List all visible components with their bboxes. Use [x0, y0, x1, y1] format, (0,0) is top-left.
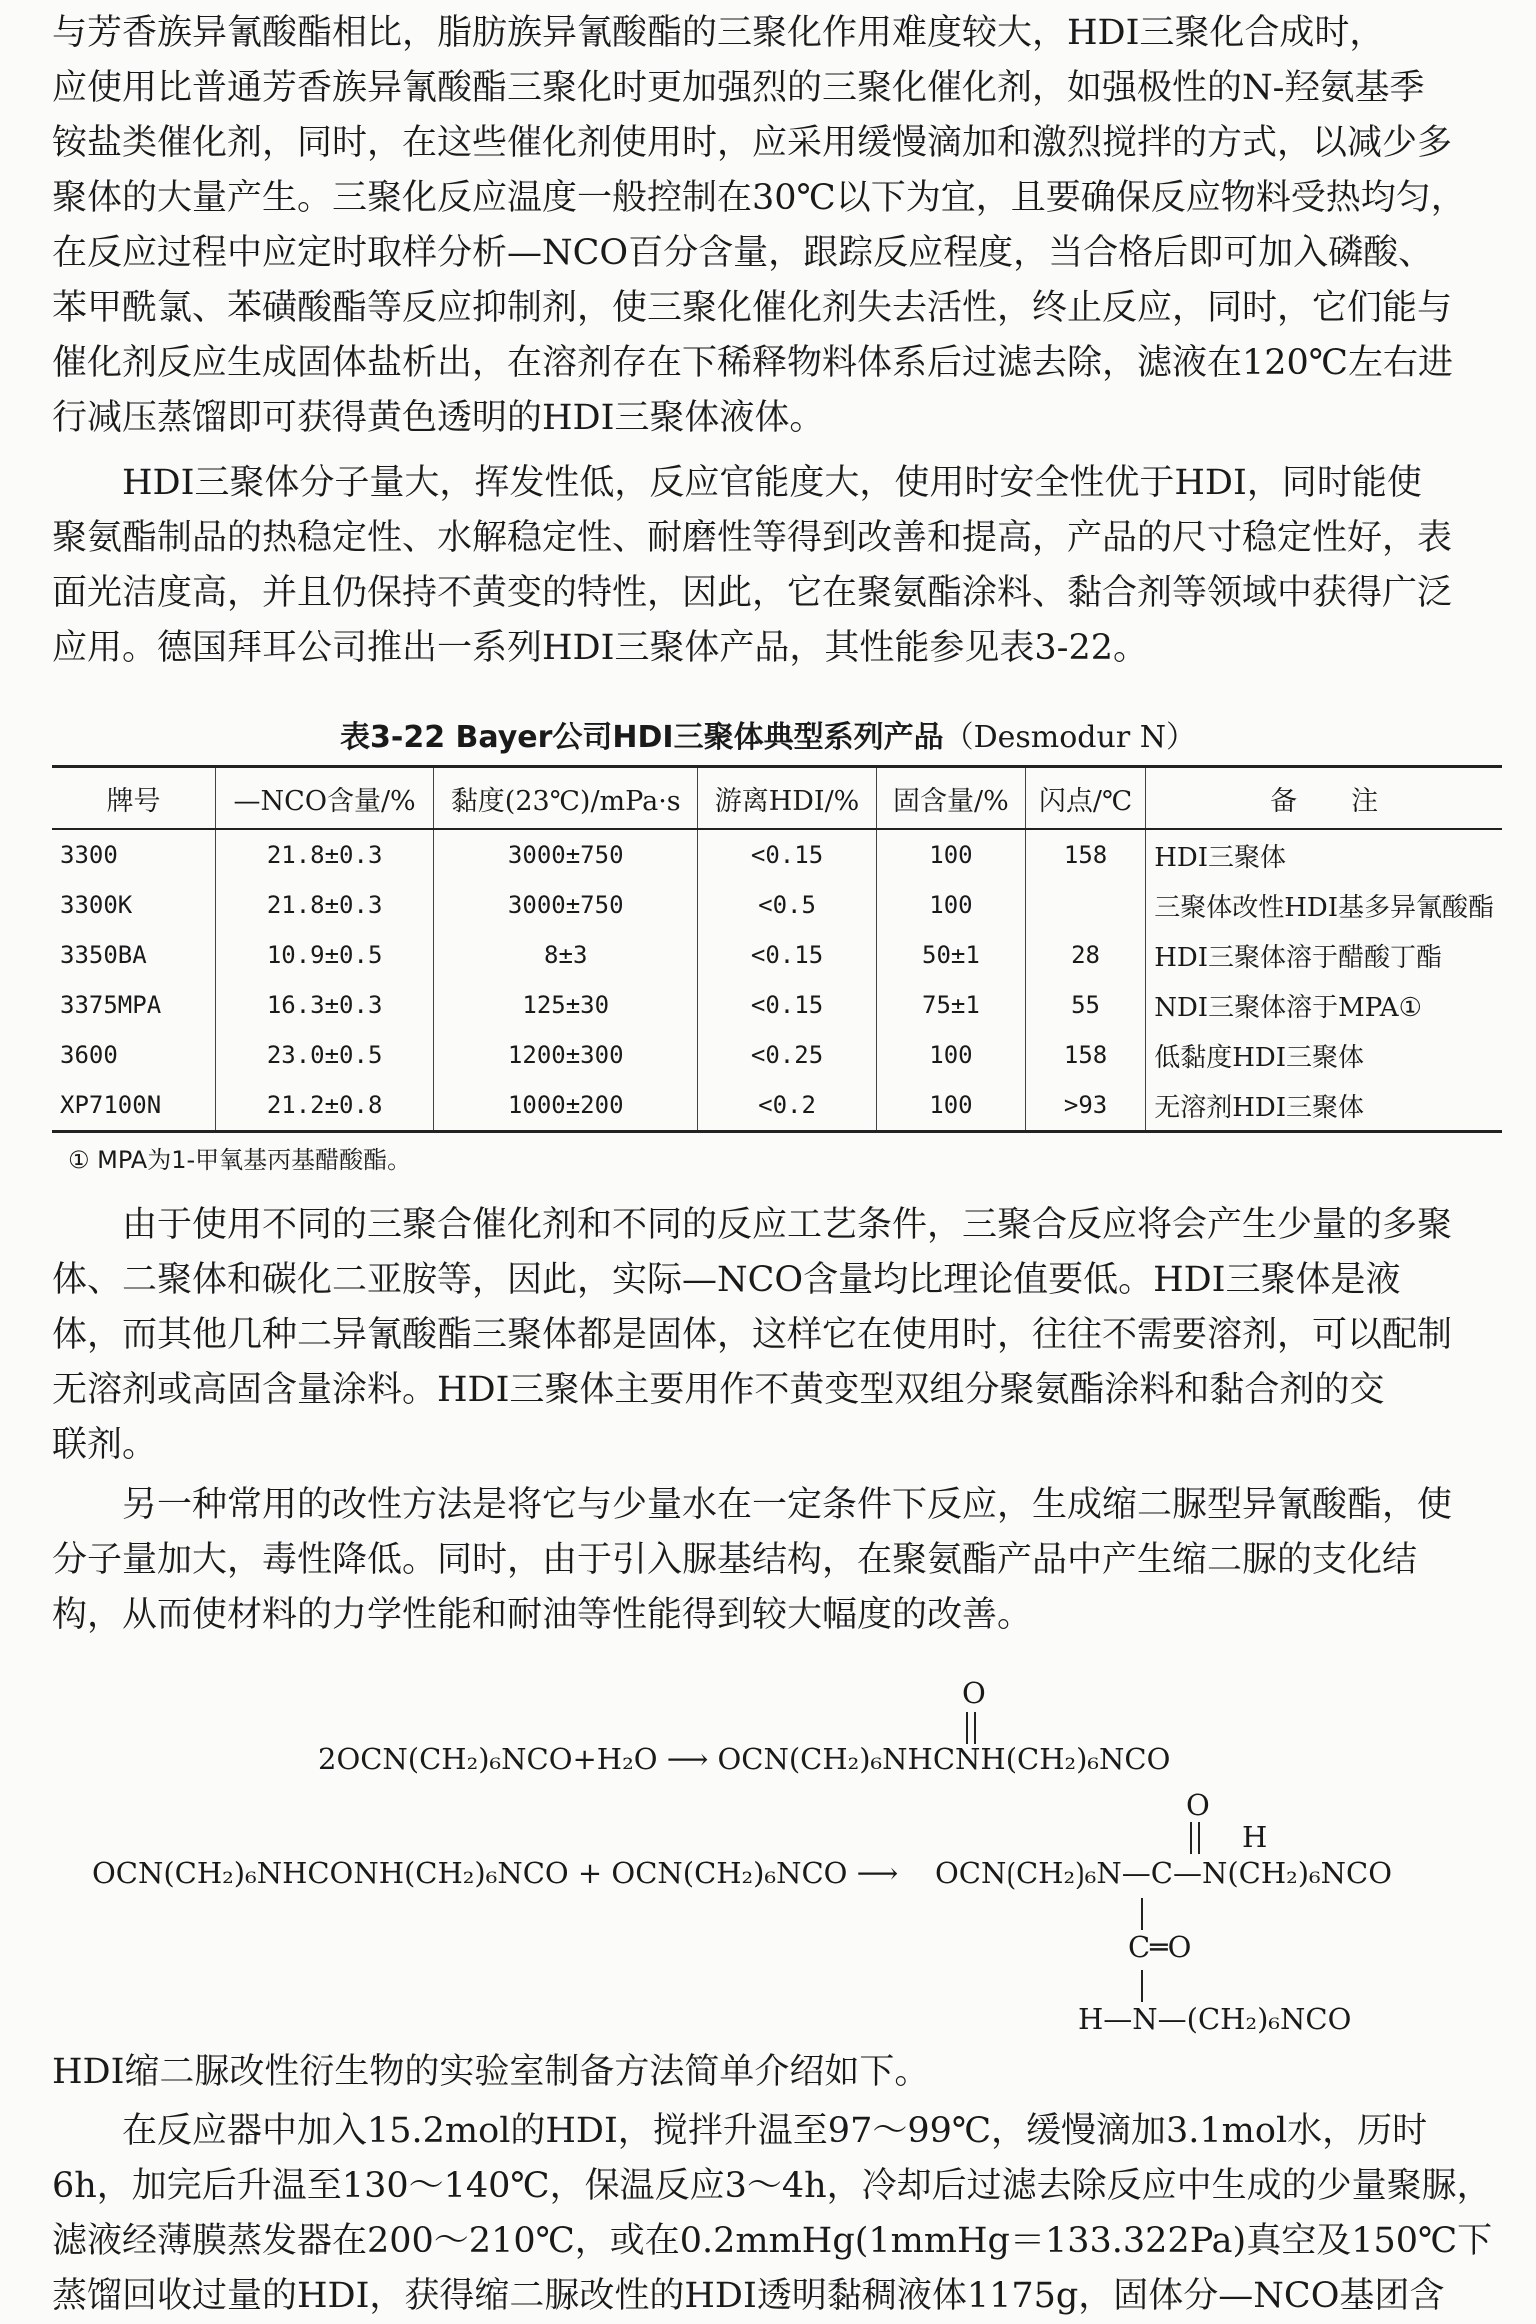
paragraph-biuret-modification: [52, 1478, 1502, 1643]
eq1-double-bond: [966, 1712, 976, 1744]
cell-nco: 21.8±0.3: [215, 880, 433, 930]
cell-flash-point: 55: [1025, 980, 1145, 1030]
table-caption-title: 表3-22 Bayer公司HDI三聚体典型系列产品: [340, 720, 944, 755]
paragraph-hdi-trimer-properties: [52, 456, 1502, 676]
table-row: [52, 880, 1502, 930]
cell-grade: 3375MPA: [60, 991, 162, 1019]
cell-viscosity: 8±3: [434, 930, 698, 980]
table-row: [52, 1030, 1502, 1080]
cell-solids: 50±1: [876, 930, 1025, 980]
header-free-hdi: 游离HDI/%: [698, 767, 877, 830]
cell-viscosity: 1000±200: [434, 1080, 698, 1132]
cell-flash-point: 158: [1025, 829, 1145, 880]
text-line: 体、二聚体和碳化二亚胺等，因此，实际—NCO含量均比理论值要低。HDI三聚体是液: [52, 1260, 1401, 1300]
cell-grade: XP7100N: [60, 1091, 162, 1119]
product-spec-table: [52, 765, 1502, 1133]
paragraph-trimer-byproducts: [52, 1198, 1502, 1473]
eq1-carbonyl-oxygen: O: [962, 1676, 986, 1710]
cell-remark: HDI三聚体: [1146, 829, 1502, 880]
text-line: 应用。德国拜耳公司推出一系列HDI三聚体产品，其性能参见表3-22。: [52, 628, 1149, 668]
table-row: [52, 1080, 1502, 1132]
text-line: 由于使用不同的三聚合催化剂和不同的反应工艺条件，三聚合反应将会产生少量的多聚: [122, 1205, 1453, 1245]
text-line: 另一种常用的改性方法是将它与少量水在一定条件下反应，生成缩二脲型异氰酸酯，使: [122, 1485, 1453, 1525]
cell-flash-point: 158: [1025, 1030, 1145, 1080]
paragraph-biuret-lab-procedure: [52, 2104, 1502, 2324]
text-line: 行减压蒸馏即可获得黄色透明的HDI三聚体液体。: [52, 398, 825, 438]
cell-grade: 3300: [60, 841, 118, 869]
paragraph-hdi-trimerization: [52, 6, 1502, 446]
text-line: 构，从而使材料的力学性能和耐油等性能得到较大幅度的改善。: [52, 1595, 1033, 1635]
cell-nco: 16.3±0.3: [215, 980, 433, 1030]
eq2-double-bond: [1190, 1822, 1200, 1854]
cell-flash-point: [1025, 880, 1145, 930]
table-caption: [0, 712, 1536, 756]
text-line: 6h，加完后升温至130～140℃，保温反应3～4h，冷却后过滤去除反应中生成的少量聚脲，: [52, 2166, 1492, 2206]
eq2-hydrogen: H: [1242, 1820, 1268, 1854]
cell-flash-point: >93: [1025, 1080, 1145, 1132]
text-line: 聚体的大量产生。三聚化反应温度一般控制在30℃以下为宜，且要确保反应物料受热均匀，: [52, 178, 1466, 218]
text-line: 蒸馏回收过量的HDI，获得缩二脲改性的HDI透明黏稠液体1175g，固体分—NCO基团含: [52, 2276, 1445, 2316]
cell-solids: 100: [876, 1080, 1025, 1132]
cell-remark: HDI三聚体溶于醋酸丁酯: [1146, 930, 1502, 980]
cell-remark: 三聚体改性HDI基多异氰酸酯: [1146, 880, 1502, 930]
paragraph-biuret-lab-intro: [52, 2045, 1502, 2100]
text-line: 面光洁度高，并且仍保持不黄变的特性，因此，它在聚氨酯涂料、黏合剂等领域中获得广泛: [52, 573, 1453, 613]
cell-remark: NDI三聚体溶于MPA①: [1146, 980, 1502, 1030]
cell-free-hdi: <0.25: [698, 1030, 877, 1080]
text-line: 分子量加大，毒性降低。同时，由于引入脲基结构，在聚氨酯产品中产生缩二脲的支化结: [52, 1540, 1418, 1580]
text-line: 在反应过程中应定时取样分析—NCO百分含量，跟踪反应程度，当合格后即可加入磷酸、: [52, 233, 1434, 273]
cell-nco: 21.8±0.3: [215, 829, 433, 880]
cell-solids: 75±1: [876, 980, 1025, 1030]
header-viscosity: 黏度(23℃)/mPa·s: [434, 767, 698, 830]
cell-grade: 3350BA: [60, 941, 147, 969]
header-nco-content: —NCO含量/%: [215, 767, 433, 830]
cell-grade: 3600: [60, 1041, 118, 1069]
eq2-vertical-bond: [1141, 1970, 1143, 2002]
cell-nco: 23.0±0.5: [215, 1030, 433, 1080]
text-line: 无溶剂或高固含量涂料。HDI三聚体主要用作不黄变型双组分聚氨酯涂料和黏合剂的交: [52, 1370, 1385, 1410]
cell-solids: 100: [876, 1030, 1025, 1080]
cell-free-hdi: <0.15: [698, 980, 877, 1030]
eq2-carbonyl-branch: C═O: [1128, 1930, 1192, 1964]
cell-flash-point: 28: [1025, 930, 1145, 980]
cell-solids: 100: [876, 829, 1025, 880]
header-remarks: 备 注: [1146, 767, 1502, 830]
cell-free-hdi: <0.15: [698, 930, 877, 980]
cell-free-hdi: <0.2: [698, 1080, 877, 1132]
cell-viscosity: 3000±750: [434, 829, 698, 880]
equation-biuret-product: OCN⟮CH₂⟯₆N—C—N(CH₂)₆NCO: [935, 1856, 1393, 1890]
text-line: 联剂。: [52, 1425, 158, 1465]
text-line: 应使用比普通芳香族异氰酸酯三聚化时更加强烈的三聚化催化剂，如强极性的N-羟氨基季: [52, 68, 1425, 108]
text-line: HDI缩二脲改性衍生物的实验室制备方法简单介绍如下。: [52, 2052, 930, 2092]
text-line: 铵盐类催化剂，同时，在这些催化剂使用时，应采用缓慢滴加和激烈搅拌的方式，以减少多: [52, 123, 1453, 163]
text-line: 体，而其他几种二异氰酸酯三聚体都是固体，这样它在使用时，往往不需要溶剂，可以配制: [52, 1315, 1453, 1355]
equation-urea-formation: 2OCN(CH₂)₆NCO+H₂O ⟶ OCN(CH₂)₆NHCNH(CH₂)₆NCO: [318, 1742, 1171, 1776]
cell-remark: 低黏度HDI三聚体: [1146, 1030, 1502, 1080]
cell-solids: 100: [876, 880, 1025, 930]
eq2-vertical-bond: [1141, 1898, 1143, 1930]
header-grade: 牌号: [52, 767, 215, 830]
table-footnote: ① MPA为1-甲氧基丙基醋酸酯。: [68, 1146, 412, 1174]
eq2-carbonyl-oxygen: O: [1186, 1788, 1210, 1822]
cell-free-hdi: <0.5: [698, 880, 877, 930]
table-caption-note: （Desmodur N）: [943, 720, 1196, 755]
table-header-row: [52, 767, 1502, 830]
header-flash-point: 闪点/℃: [1025, 767, 1145, 830]
table-row: [52, 980, 1502, 1030]
equation-biuret-branch: H—N—(CH₂)₆NCO: [1078, 2002, 1352, 2036]
cell-nco: 10.9±0.5: [215, 930, 433, 980]
table-row: [52, 829, 1502, 880]
text-line: 苯甲酰氯、苯磺酸酯等反应抑制剂，使三聚化催化剂失去活性，终止反应，同时，它们能与: [52, 288, 1453, 328]
cell-viscosity: 3000±750: [434, 880, 698, 930]
table-row: [52, 930, 1502, 980]
text-line: 聚氨酯制品的热稳定性、水解稳定性、耐磨性等得到改善和提高，产品的尺寸稳定性好，表: [52, 518, 1453, 558]
cell-viscosity: 1200±300: [434, 1030, 698, 1080]
text-line: 在反应器中加入15.2mol的HDI，搅拌升温至97～99℃，缓慢滴加3.1mol水，历时: [122, 2111, 1428, 2151]
cell-nco: 21.2±0.8: [215, 1080, 433, 1132]
text-line: 催化剂反应生成固体盐析出，在溶剂存在下稀释物料体系后过滤去除，滤液在120℃左右进: [52, 343, 1453, 383]
text-line: 滤液经薄膜蒸发器在200～210℃，或在0.2mmHg(1mmHg＝133.322Pa)真空及150℃下: [52, 2221, 1493, 2261]
equation-biuret-left: OCN(CH₂)₆NHCONH(CH₂)₆NCO + OCN(CH₂)₆NCO ⟶: [92, 1856, 899, 1890]
cell-remark: 无溶剂HDI三聚体: [1146, 1080, 1502, 1132]
text-line: HDI三聚体分子量大，挥发性低，反应官能度大，使用时安全性优于HDI，同时能使: [122, 463, 1422, 503]
text-line: 与芳香族异氰酸酯相比，脂肪族异氰酸酯的三聚化作用难度较大，HDI三聚化合成时，: [52, 13, 1385, 53]
header-solids: 固含量/%: [876, 767, 1025, 830]
cell-grade: 3300K: [60, 891, 133, 919]
cell-viscosity: 125±30: [434, 980, 698, 1030]
cell-free-hdi: <0.15: [698, 829, 877, 880]
